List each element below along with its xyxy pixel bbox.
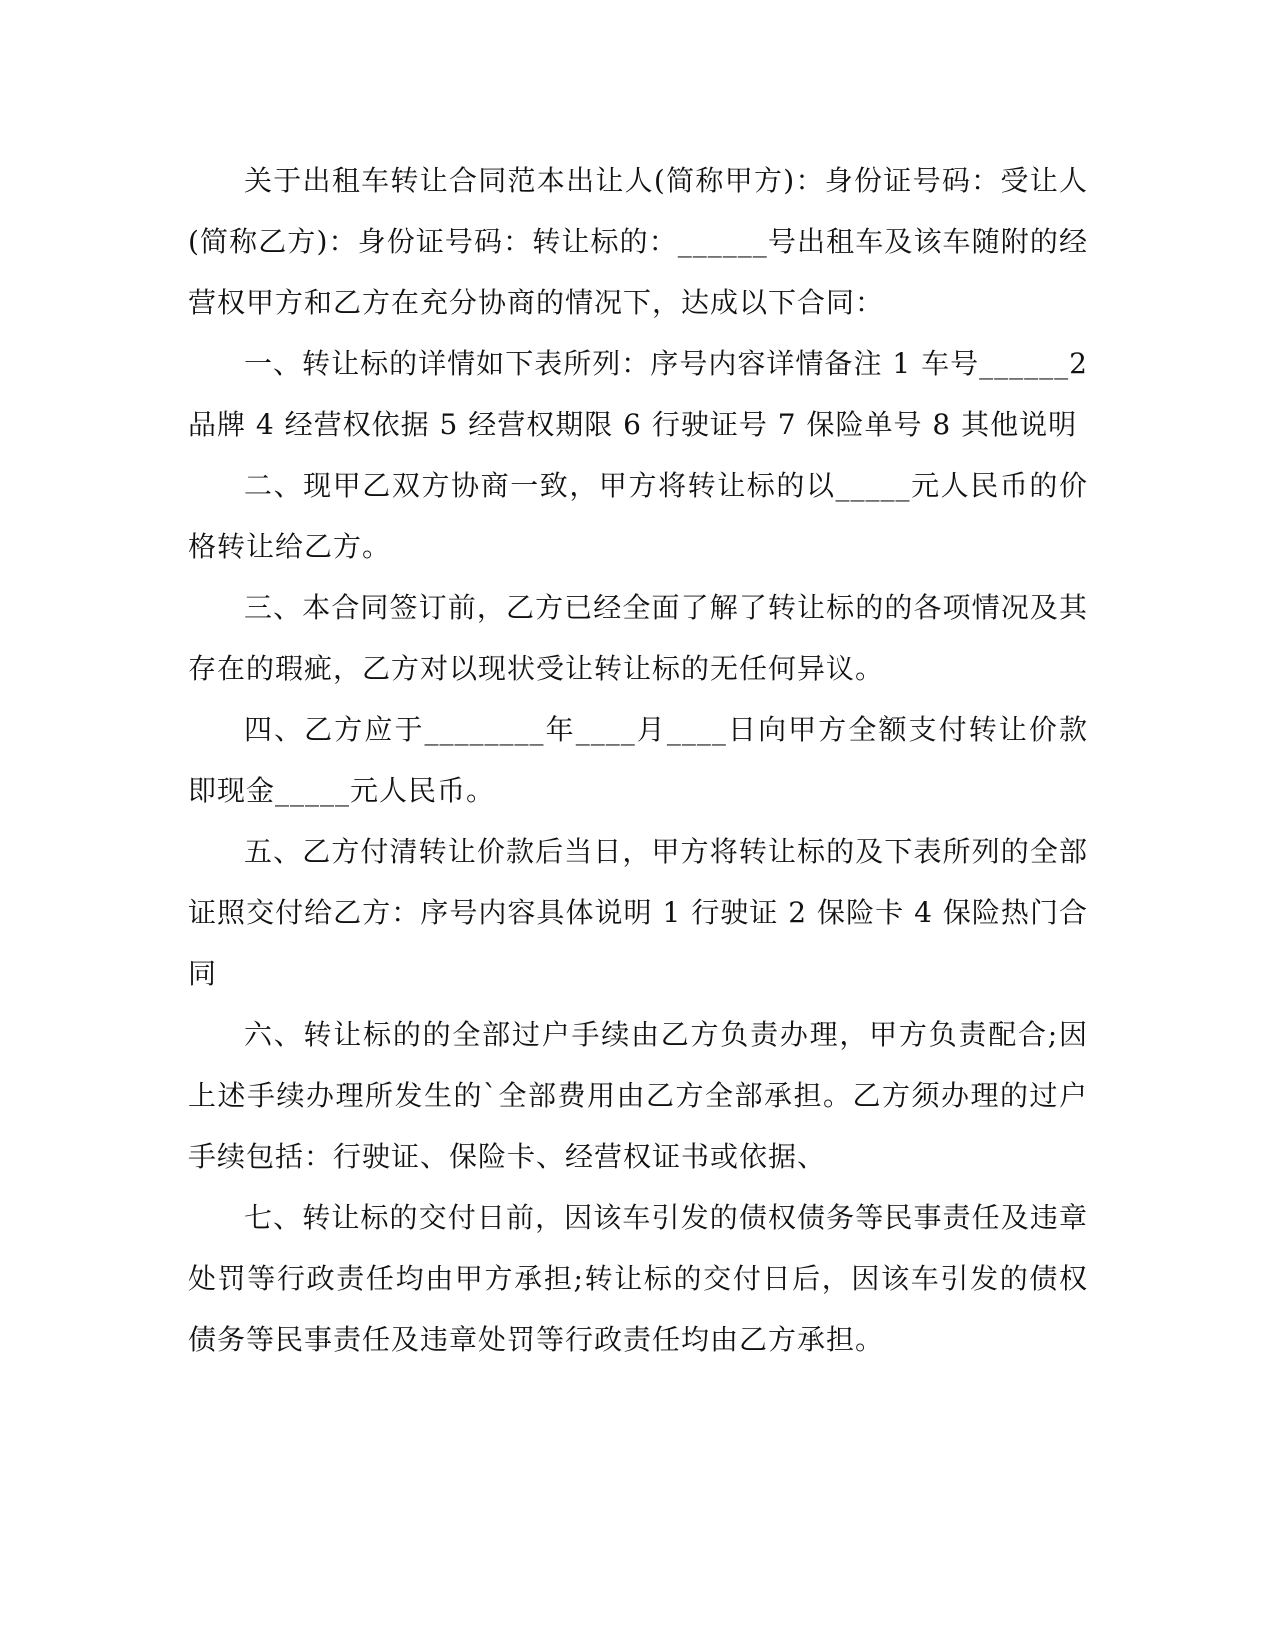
clause-1-paragraph: 一、转让标的详情如下表所列：序号内容详情备注 1 车号______2 品牌 4 经营权依据 5 经营权期限 6 行驶证号 7 保险单号 8 其他说明 bbox=[188, 347, 1088, 441]
clause-7-paragraph: 七、转让标的交付日前，因该车引发的债权债务等民事责任及违章处罚等行政责任均由甲方承担;转让标的交付日后，因该车引发的债权债务等民事责任及违章处罚等行政责任均由乙方承担。 bbox=[188, 1201, 1088, 1356]
intro-paragraph: 关于出租车转让合同范本出让人(简称甲方)：身份证号码：受让人(简称乙方)：身份证号码：转让标的：______号出租车及该车随附的经营权甲方和乙方在充分协商的情况下，达成以下合同： bbox=[188, 164, 1088, 319]
document-body bbox=[188, 150, 1088, 1370]
clause-2-paragraph: 二、现甲乙双方协商一致，甲方将转让标的以_____元人民币的价格转让给乙方。 bbox=[188, 469, 1088, 563]
clause-6-paragraph: 六、转让标的的全部过户手续由乙方负责办理，甲方负责配合;因上述手续办理所发生的`全部费用由乙方全部承担。乙方须办理的过户手续包括：行驶证、保险卡、经营权证书或依据、 bbox=[188, 1018, 1088, 1173]
clause-4-paragraph: 四、乙方应于________年____月____日向甲方全额支付转让价款即现金_____元人民币。 bbox=[188, 713, 1088, 807]
clause-3-paragraph: 三、本合同签订前，乙方已经全面了解了转让标的的各项情况及其存在的瑕疵，乙方对以现状受让转让标的无任何异议。 bbox=[188, 591, 1088, 685]
clause-5-paragraph: 五、乙方付清转让价款后当日，甲方将转让标的及下表所列的全部证照交付给乙方：序号内容具体说明 1 行驶证 2 保险卡 4 保险热门合同 bbox=[188, 835, 1088, 990]
